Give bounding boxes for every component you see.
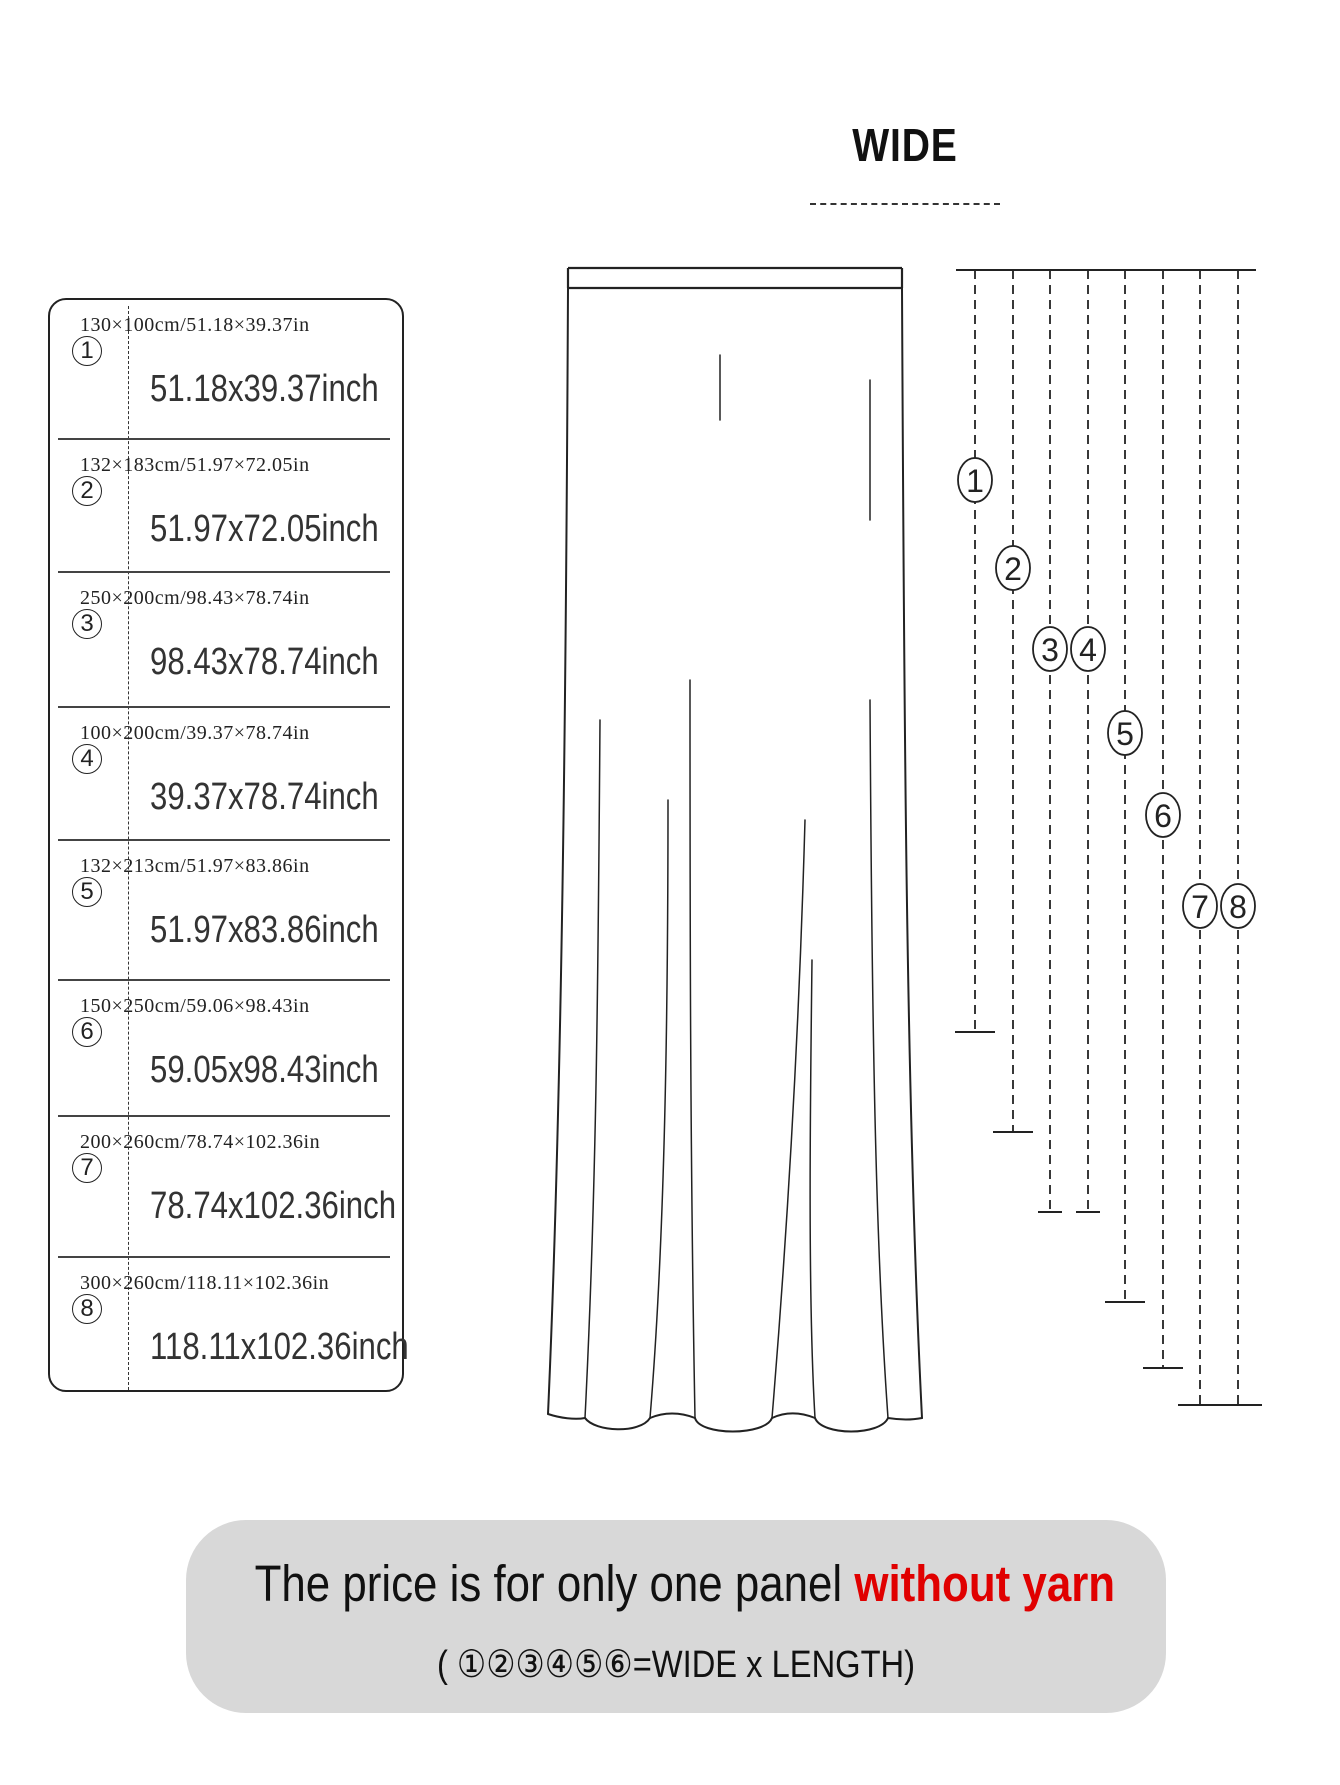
price-notice-text: [254, 1554, 1116, 1613]
size-number-badge: 5: [72, 877, 102, 907]
length-marker-label: 7: [1191, 889, 1209, 925]
size-number-badge: 6: [72, 1017, 102, 1047]
length-marker-5: [1105, 270, 1145, 1302]
size-number-badge: 2: [72, 476, 102, 506]
curtain-panel: [548, 288, 922, 1432]
length-marker-label: 1: [966, 463, 984, 499]
size-inch-label: 51.97x83.86inch: [150, 909, 379, 951]
size-cm-label: 132×183cm/51.97×72.05in: [80, 454, 310, 476]
size-inch-label: 98.43x78.74inch: [150, 641, 379, 683]
length-marker-label: 3: [1041, 632, 1059, 668]
size-inch-label: 39.37x78.74inch: [150, 776, 379, 818]
price-notice-main: The price is for only one panel: [254, 1555, 855, 1612]
size-inch-label: 59.05x98.43inch: [150, 1049, 379, 1091]
size-number-badge: 8: [72, 1294, 102, 1324]
length-marker-label: 2: [1004, 551, 1022, 587]
length-marker-6: [1143, 270, 1183, 1368]
price-notice-banner: [186, 1520, 1166, 1713]
length-marker-1: [955, 270, 995, 1032]
length-marker-label: 5: [1116, 716, 1134, 752]
size-cm-label: 100×200cm/39.37×78.74in: [80, 722, 310, 744]
size-cm-label: 300×260cm/118.11×102.36in: [80, 1272, 330, 1294]
length-marker-8: [1221, 270, 1255, 1405]
size-number-badge: 4: [72, 744, 102, 774]
curtain-rod: [568, 268, 902, 288]
length-marker-label: 4: [1079, 632, 1097, 668]
size-formula: ( ①②③④⑤⑥=WIDE x LENGTH): [436, 1644, 916, 1686]
length-marker-7: [1183, 270, 1217, 1405]
size-inch-label: 51.18x39.37inch: [150, 368, 379, 410]
length-marker-label: 8: [1229, 889, 1247, 925]
size-cm-label: 250×200cm/98.43×78.74in: [80, 587, 310, 609]
size-cm-label: 150×250cm/59.06×98.43in: [80, 995, 310, 1017]
wide-title: WIDE: [852, 119, 958, 171]
size-inch-label: 51.97x72.05inch: [150, 508, 379, 550]
size-number-badge: 1: [72, 336, 102, 366]
length-marker-4: [1071, 270, 1105, 1212]
length-marker-2: [993, 270, 1033, 1132]
price-notice-highlight: without yarn: [854, 1555, 1116, 1612]
size-inch-label: 78.74x102.36inch: [150, 1185, 397, 1227]
size-number-badge: 3: [72, 609, 102, 639]
size-cm-label: 130×100cm/51.18×39.37in: [80, 314, 310, 336]
size-cm-label: 132×213cm/51.97×83.86in: [80, 855, 310, 877]
size-cm-label: 200×260cm/78.74×102.36in: [80, 1131, 321, 1153]
length-marker-label: 6: [1154, 798, 1172, 834]
size-inch-label: 118.11x102.36inch: [150, 1326, 409, 1368]
length-marker-3: [1033, 270, 1067, 1212]
size-number-badge: 7: [72, 1153, 102, 1183]
